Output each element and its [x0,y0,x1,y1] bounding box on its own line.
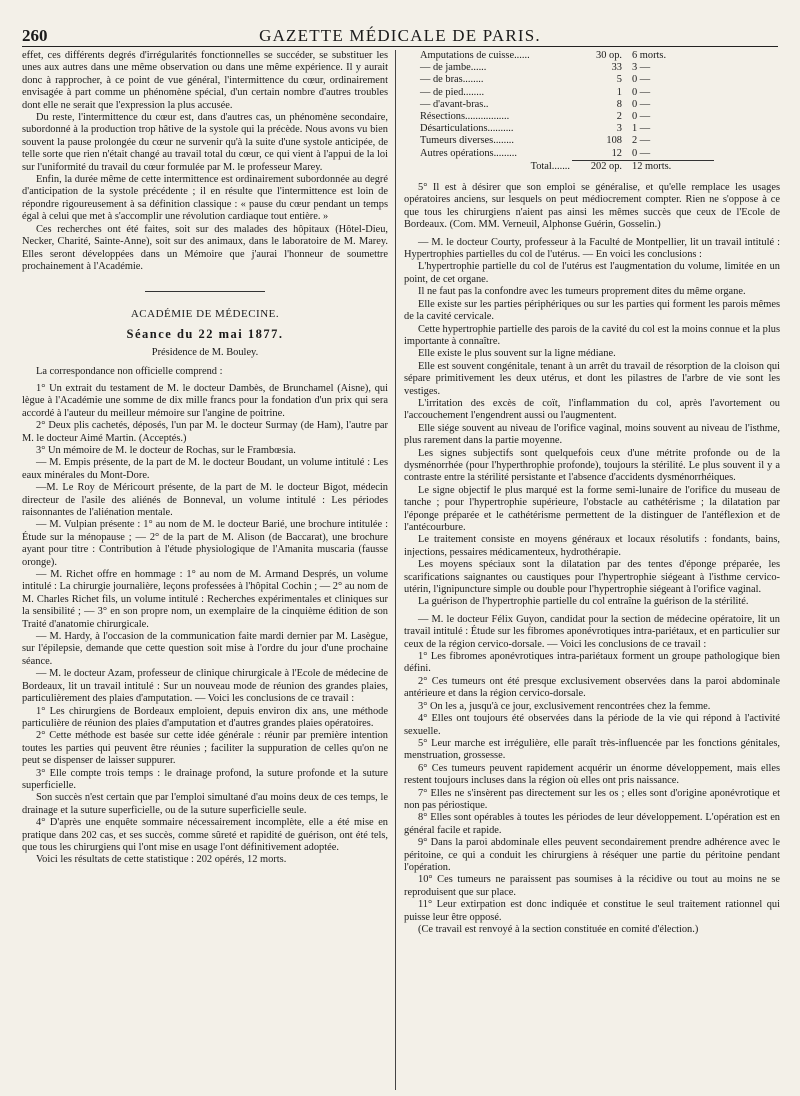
stat-deaths: 0 — [632,111,651,123]
paragraph: effet, ces différents degrés d'irrégularités fonctionnelles se succéder, se substituer les unes aux autres dans une même observation ou dans une même expérience. Il y aurait donc à rapprocher, à ce point de vue général, l'intermittence du cœur, ordinairement envisagée à part comme un phénomène spécial, d'un certain nombre d'autres troubles dont elle ne serait que l'expression la plus accusée. [22,50,388,111]
stat-operations: 2 [616,111,622,123]
column-divider [395,50,396,1090]
paragraph: 4° Elles ont toujours été observées dans la période de la vie qui répond à l'activité sexuelle. [404,713,780,737]
stat-operations: 33 [611,62,622,74]
section-divider [145,291,265,292]
stat-label: Amputations de cuisse...... [420,50,530,61]
table-row [418,123,714,135]
paragraph: Enfin, la durée même de cette intermittence est ordinairement subordonnée au degré d'anticipation de la systole précédente ; il en résulte que l'intermittence est loin de répondre rigoureusement à sa définition classique : « pause du cœur pendant un temps égal à celui que met à s'accomplir une révolution cardiaque tout entière. » [22,174,388,223]
stat-deaths: 0 — [632,74,651,86]
table-row [418,74,714,86]
paragraph: Elle existe sur les parties périphériques ou sur les parties qui forment les parois mêmes de la cavité cervicale. [404,298,780,323]
paragraph: Son succès n'est certain que par l'emploi simultané d'au moins deux de ces temps, le drainage et la suture superficielle, ou de la suture superficielle seule. [22,792,388,816]
paragraph: L'irritation des excès de coït, l'inflammation du col, après l'avortement ou l'accouchement l'engendrent aussi ou l'augmentent. [404,397,780,422]
stat-deaths: 2 — [632,135,651,147]
paragraph: Voici les résultats de cette statistique : 202 opérés, 12 morts. [36,854,287,866]
stat-label: Tumeurs diverses........ [420,135,514,147]
paragraph: —M. Le Roy de Méricourt présente, de la part de M. le docteur Bigot, médecin directeur de l'asile des aliénés de Bonneval, un volume intitulé : Les périodes raisonnantes de l'aliénation mentale. [22,482,388,518]
paragraph: Les signes subjectifs sont quelquefois ceux d'une métrite profonde ou de la dysménorrhée (pour l'hyperthrophie profonde), toujours la stérilité. Le plus souvent il y a contraste entre la stérilité persistante et l'absence d'accidents dysménorrhéiques. [404,447,780,484]
paragraph: 11° Leur extirpation est donc indiquée et constitue le seul traitement rationnel qui puisse leur être opposé. [404,899,780,923]
paragraph: Les moyens spéciaux sont la dilatation par des tentes d'éponge préparée, les scarifications saignantes ou caustiques pour l'hypertrophie siégeant à l'isthme cervico-utérin, l'ignipuncture simple ou double pour l'hypertrophie siégeant à l'orifice vaginal. [404,559,780,596]
page-number: 260 [22,26,48,45]
paragraph: (Ce travail est renvoyé à la section constituée en comité d'élection.) [418,924,699,935]
total-label: Total....... [530,160,570,172]
stat-deaths: 0 — [632,147,651,159]
paragraph: 4° D'après une enquête sommaire nécessairement incomplète, elle a été mise en pratique dans 202 cas, et ses succès, comme sûreté et rapidité de guérison, ont été tels, que tous les chirurgiens qui l'ont mise en usage l'ont définitivement adoptée. [22,817,388,853]
table-row [418,62,714,74]
paragraph: 8° Elles sont opérables à toutes les périodes de leur développement. L'opération est en général facile et rapide. [404,812,780,836]
stat-label: Résections................. [420,111,510,123]
paragraph: 2° Cette méthode est basée sur cette idée générale : réunir par première intention toutes les parties qui peuvent être réunies ; faciliter la suppuration de celles qu'on ne peut se dispenser de laisser suppurer. [22,730,388,767]
section-heading: ACADÉMIE DE MÉDECINE. [130,308,280,321]
paragraph: 3° Elle compte trois temps : le drainage profond, la suture profonde et la suture superficielle. [22,767,388,791]
table-row [418,87,714,99]
stat-label: Autres opérations......... [420,148,517,160]
paragraph: 2° Deux plis cachetés, déposés, l'un par M. le docteur Surmay (de Ham), l'autre par M. le docteur Aimé Martin. (Acceptés.) [22,420,388,444]
paragraph: 5° Il est à désirer que son emploi se généralise, et qu'elle remplace les usages opératoires anciens, sur lesquels on peut médiocrement compter. Rien ne s'oppose à ce que tous les chirurgiens n'aient pas ainsi les mêmes succès que ceux de l'Ecole de Bordeaux. (Com. MM. Verneuil, Alphonse Guérin, Gosselin.) [404,182,780,231]
paragraph: Le signe objectif le plus marqué est la forme semi-lunaire de l'orifice du museau de tanche ; pour l'hypertrophie supérieure, l'obstacle au cathétérisme ; la dilatation par l'éponge préparée et le cathétérisme permettent de la distinguer de l'antéflexion et de l'antécourbure. [404,484,780,533]
paragraph: 1° Les fibromes aponévrotiques intra-pariétaux forment un groupe pathologique bien défini. [404,651,780,675]
stat-deaths: 1 — [632,123,651,135]
stat-operations: 12 [611,147,622,159]
stat-deaths: 3 — [632,62,651,74]
paragraph: — M. Hardy, à l'occasion de la communication faite mardi dernier par M. Lasègue, sur l'épilepsie, demande que cette question soit mise à l'ordre du jour d'une prochaine séance. [22,631,388,667]
statistics-table [418,50,714,173]
paragraph: 3° On les a, jusqu'à ce jour, exclusivement rencontrées chez la femme. [418,700,711,712]
paragraph: 5° Leur marche est irrégulière, elle paraît très-influencée par les fonctions génitales, menstruation, grossesse. [404,737,780,762]
left-column [22,50,388,867]
paragraph: Elle existe le plus souvent sur la ligne médiane. [418,348,616,360]
paragraph: Ces recherches ont été faites, soit sur des malades des hôpitaux (Hôtel-Dieu, Necker, Charité, Sainte-Anne), soit sur des animaux, dans le laboratoire de M. Marey. Elles seront développées dans un Mémoire que j'aurai l'honneur de soumettre prochainement à l'Académie. [22,223,388,272]
paragraph: Le traitement consiste en moyens généraux et locaux résolutifs : fondants, bains, injections, pessaires médicamenteux, hydrothérapie. [404,534,780,558]
table-row [418,135,714,147]
stat-operations: 30 op. [596,50,622,61]
stat-label: — de pied........ [420,86,485,98]
paragraph: — M. le docteur Félix Guyon, candidat pour la section de médecine opératoire, lit un travail intitulé : Étude sur les fibromes aponévrotiques intra-pariétaux, et en particulier sur ceux de la région cervico-dorsale. — Voici les conclusions de ce travail : [404,613,780,650]
paragraph: — M. Richet offre en hommage : 1° au nom de M. Armand Després, un volume intitulé : La chirurgie journalière, leçons professées à l'hôpital Cochin ; — 2° au nom de M. Charles Richet fils, un volume intitulé : Recherches expérimentales et cliniques sur la sensibilité ; — 3° en son propre nom, un exemplaire de la cinquième édition de son Traité d'anatomie chirurgicale. [22,569,388,630]
paragraph: — M. Vulpian présente : 1° au nom de M. le docteur Barié, une brochure intitulée : Étude sur la ménopause ; — 2° de la part de M. Alison (de Baccarat), une brochure ayant pour titre : Contribution à l'étude physiologique de l'Amanita muscaria (fausse oronge). [22,519,388,568]
paragraph: Elle est souvent congénitale, tenant à un arrêt du travail de résorption de la cloison qui sépare primitivement les deux utérus, et dont les pilastres de l'arbre de vie sont les vestiges. [404,360,780,397]
paragraph: 1° Les chirurgiens de Bordeaux emploient, depuis environ dix ans, une méthode particulière de réunion des plaies d'amputation et d'autres grandes plaies opératoires. [22,705,388,729]
right-column [404,50,780,936]
table-row [418,148,714,161]
paragraph: Il ne faut pas la confondre avec les tumeurs proprement dites du même organe. [418,286,746,298]
paragraph: 2° Ces tumeurs ont été presque exclusivement observées dans la paroi abdominale antérieure et dans la région cervico-dorsale. [404,675,780,700]
paragraph: La correspondance non officielle comprend : [36,365,223,377]
stat-operations: 8 [616,98,622,110]
stat-operations: 5 [616,74,622,86]
stat-label: — de jambe...... [420,62,487,74]
paragraph: 6° Ces tumeurs peuvent rapidement acquérir un énorme développement, mais elles restent toujours incluses dans la région où elles ont pris naissance. [404,762,780,787]
paragraph: 7° Elles ne s'insèrent pas directement sur les os ; elles sont d'origine aponévrotique et non pas périostique. [404,787,780,811]
paragraph: 3° Un mémoire de M. le docteur de Rochas, sur le Frambœsia. [36,444,296,456]
paragraph: — M. Empis présente, de la part de M. le docteur Boudant, un volume intitulé : Les eaux minérales du Mont-Dore. [22,457,388,481]
paragraph: — M. le docteur Azam, professeur de clinique chirurgicale à l'Ecole de médecine de Bordeaux, lit un travail intitulé : Sur un nouveau mode de réunion des grandes plaies, particulièrement des plaies d'amputation. — Voici les conclusions de ce travail : [22,668,388,705]
total-deaths: 12 morts. [624,160,714,173]
table-row [418,99,714,111]
paragraph: 1° Un extrait du testament de M. le docteur Dambès, de Brunchamel (Aisne), qui lègue à l'Académie une somme de dix mille francs pour la fondation d'un prix qui sera accordé à l'auteur du meilleur mémoire sur l'angine de poitrine. [22,382,388,419]
paragraph: L'hypertrophie partielle du col de l'utérus est l'augmentation du volume, limitée en un point, de cet organe. [404,261,780,285]
stat-label: Désarticulations.......... [420,123,514,135]
stat-deaths: 0 — [632,86,651,98]
table-row [418,50,714,62]
stat-label: — d'avant-bras.. [420,98,489,110]
paragraph: 9° Dans la paroi abdominale elles peuvent secondairement prendre adhérence avec le péritoine, ce qui a conduit les chirurgiens à réséquer une partie du péritoine pendant l'opération. [404,837,780,873]
journal-title: GAZETTE MÉDICALE DE PARIS. [259,26,541,45]
stat-deaths: 0 — [632,98,651,110]
stat-operations: 1 [616,86,622,98]
table-row [418,111,714,123]
paragraph: Du reste, l'intermittence du cœur est, dans d'autres cas, un phénomène secondaire, subordonné à la production trop hâtive de la systole qui la précède. Nous avons vu bien souvent la pause prolongée du cœur ne survenir qu'à la suite d'une systole anticipée, de telle sorte que rien n'était changé au travail total du cœur, ce qui vient à l'appui de la loi sur l'uniformité du travail du cœur formulée par M. le professeur Marey. [22,112,388,173]
total-operations: 202 op. [572,160,624,173]
paragraph: — M. le docteur Courty, professeur à la Faculté de Montpellier, lit un travail intitulé : Hypertrophies partielles du col de l'utérus. — En voici les conclusions : [404,236,780,261]
paragraph: La guérison de l'hypertrophie partielle du col entraîne la guérison de la stérilité. [418,596,749,608]
paragraph: 10° Ces tumeurs ne paraissent pas soumises à la récidive ou tout au moins ne se reproduisent que sur place. [404,874,780,898]
stat-label: — de bras........ [420,74,484,86]
paragraph: Cette hypertrophie partielle des parois de la cavité du col est la moins connue et la plus importante à connaître. [404,323,780,347]
stat-operations: 108 [606,135,622,147]
paragraph: Elle siége souvent au niveau de l'orifice vaginal, moins souvent au niveau de l'isthme, plus rarement dans la partie moyenne. [404,422,780,447]
session-title: Séance du 22 mai 1877. [126,326,284,341]
stat-operations: 3 [616,123,622,135]
page-header [22,20,778,47]
stat-deaths: 6 morts. [632,50,667,61]
presidency-line: Présidence de M. Bouley. [151,347,259,359]
